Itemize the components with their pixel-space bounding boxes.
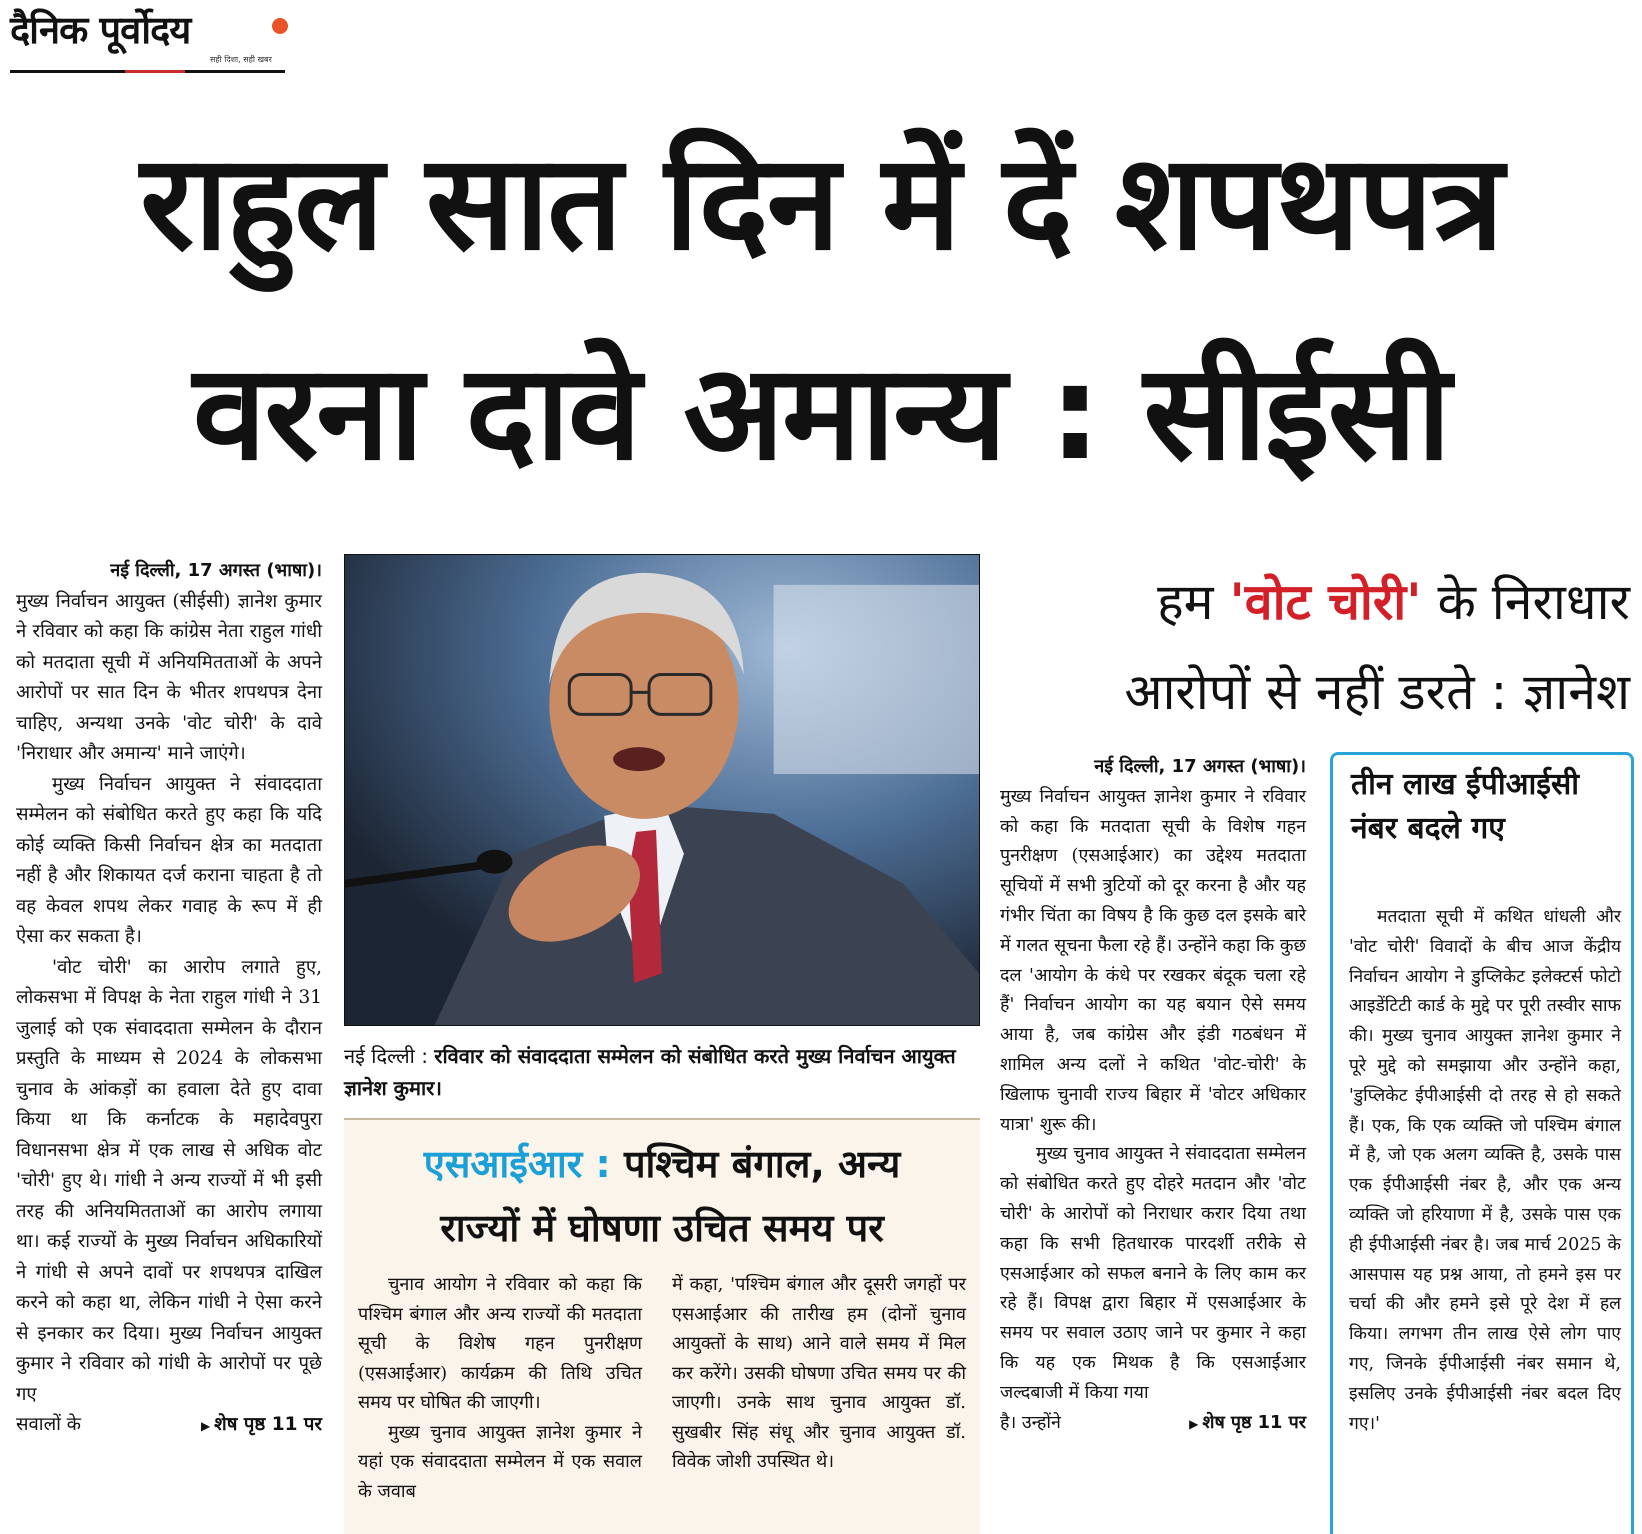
main-headline-line1: राहुल सात दिन में दें शपथपत्र [140,126,1502,280]
right-story-jump-text: शेष पृष्ठ 11 पर [1202,1411,1306,1433]
cec-photo-image [345,555,979,1025]
cec-photo [344,554,980,1026]
masthead-tagline: सही दिशा, सही खबर [210,55,272,64]
play-arrow-icon: ▶ [1189,1416,1199,1431]
left-story-dateline: नई दिल्ली, 17 अगस्त (भाषा)। [110,560,322,581]
right-story-jump-link[interactable] [1189,1408,1306,1440]
right-story-continuation [1000,1408,1306,1440]
epic-sidebar-box [1330,752,1634,1534]
sir-headline-line1 [344,1140,980,1188]
right-story-last-words: है। उन्होंने [1000,1411,1061,1433]
sidebar-paragraph: मतदाता सूची में कथित धांधली और 'वोट चोरी' विवादों के बीच आज केंद्रीय निर्वाचन आयोग ने डुप्लिकेट इलेक्टर्स फोटो आइडेंटिटी कार्ड के मुद्दे पर पूरी तस्वीर साफ की। मुख्य चुनाव आयुक्त ज्ञानेश कुमार ने पूरे मुद्दे को समझाया और उन्होंने कहा, 'डुप्लिकेट ईपीआईसी दो तरह से हो सकते हैं। एक, कि एक व्यक्ति जो पश्चिम बंगाल में है, जो एक अलग व्यक्ति है, उसके पास एक ईपीआईसी नंबर है, और एक अन्य व्यक्ति जो हरियाणा में है, उसके पास एक ही ईपीआईसी नंबर है। जब मार्च 2025 के आसपास यह प्रश्न आया, तो हमने इस पर चर्चा की और हमने इसे पूरे देश में हल किया। लगभग तीन लाख ऐसे लोग पाए गए, जिनके ईपीआईसी नंबर समान थे, इसलिए उनके ईपीआईसी नंबर बदल दिए गए।' [1349,907,1621,1434]
photo-caption [344,1040,980,1104]
right-story-dateline: नई दिल्ली, 17 अगस्त (भाषा)। [1094,756,1306,777]
right-headline-pre: हम [1157,573,1214,631]
main-headline-line2: वरना दावे अमान्य : सीईसी [192,336,1450,490]
sidebar-body [1349,903,1621,1439]
sir-paragraph: चुनाव आयोग ने रविवार को कहा कि पश्चिम बंगाल और अन्य राज्यों की मतदाता सूची के विशेष गहन पुनरीक्षण (एसआईआर) कार्यक्रम की तिथि उचित समय पर घोषित की जाएगी। [358,1274,642,1413]
sir-paragraph: में कहा, 'पश्चिम बंगाल और दूसरी जगहों पर एसआईआर की तारीख हम (दोनों चुनाव आयुक्तों के साथ) आने वाले समय में मिल कर करेंगे। उसकी घोषणा उचित समय पर की जाएगी। उनके साथ चुनाव आयुक्त डॉ. सुखबीर सिंह संधू और चुनाव आयुक्त डॉ. विवेक जोशी उपस्थित थे। [672,1274,966,1472]
left-story [16,556,322,1442]
left-story-paragraph: मुख्य निर्वाचन आयुक्त ने संवाददाता सम्मेलन को संबोधित करते हुए कहा कि यदि कोई व्यक्ति किसी निर्वाचन क्षेत्र का मतदाता नहीं है और शिकायत दर्ज कराना चाहता है तो वह केवल शपथ लेकर गवाह के रूप में ही ऐसा कर सकता है। [16,773,322,947]
masthead [10,8,285,74]
masthead-rule-accent [125,70,185,73]
sir-column-1 [358,1270,642,1506]
right-story-paragraph: मुख्य निर्वाचन आयुक्त ज्ञानेश कुमार ने रविवार को कहा कि मतदाता सूची के विशेष गहन पुनरीक्षण (एसआईआर) का उद्देश्य मतदाता सूचियों में सभी त्रुटियों को दूर करना है और यह गंभीर चिंता का विषय है कि कुछ दल इसके बारे में गलत सूचना फैला रहे हैं। उन्होंने कहा कि कुछ दल 'आयोग के कंधे पर रखकर बंदूक चला रहे हैं' निर्वाचन आयोग का यह बयान ऐसे समय आया है, जब कांग्रेस और इंडी गठबंधन में शामिल अन्य दलों ने कथित 'वोट-चोरी' के खिलाफ चुनावी राज्य बिहार में 'वोटर अधिकार यात्रा' शुरू की। [1000,785,1306,1135]
sir-headline-text: पश्चिम बंगाल, अन्य [623,1142,901,1186]
right-headline-post: के निराधार [1437,573,1630,631]
sir-paragraph: मुख्य चुनाव आयुक्त ज्ञानेश कुमार ने यहां एक संवाददाता सम्मेलन में एक सवाल के जवाब [358,1421,642,1502]
sidebar-title: तीन लाख ईपीआईसी नंबर बदले गए [1351,767,1580,846]
masthead-logo-dot-icon [272,18,288,34]
left-story-continuation [16,1410,322,1442]
left-story-last-words: सवालों के [16,1414,82,1435]
left-story-paragraph: मुख्य निर्वाचन आयुक्त (सीईसी) ज्ञानेश कुमार ने रविवार को कहा कि कांग्रेस नेता राहुल गांधी को मतदाता सूची में अनियमितताओं के अपने आरोपों पर सात दिन के भीतर शपथपत्र देना चाहिए, अन्यथा उनके 'वोट चोरी' के दावे 'निराधार और अमान्य' माने जाएंगे। [16,590,322,764]
play-arrow-icon: ▶ [200,1419,211,1433]
right-story-headline-line1 [990,570,1630,634]
right-story [1000,752,1306,1439]
sir-column-2 [672,1270,966,1477]
left-story-jump-text: शेष पृष्ठ 11 पर [214,1414,322,1435]
sir-story-box [344,1118,980,1534]
right-story-headline-line2: आरोपों से नहीं डरते : ज्ञानेश [1124,663,1630,721]
photo-caption-text: रविवार को संवाददाता सम्मेलन को संबोधित करते मुख्य निर्वाचन आयुक्त ज्ञानेश कुमार। [344,1044,956,1100]
sir-kicker: एसआईआर : [423,1142,611,1186]
right-headline-quote: 'वोट चोरी' [1229,573,1422,631]
right-story-paragraph: मुख्य चुनाव आयुक्त ने संवाददाता सम्मेलन को संबोधित करते हुए दोहरे मतदान और 'वोट चोरी' के आरोपों को निराधार करार दिया तथा कहा कि सभी हितधारक पारदर्शी तरीके से एसआईआर को सफल बनाने के लिए काम कर रहे हैं। विपक्ष द्वारा बिहार में एसआईआर के समय पर सवाल उठाए जाने पर कुमार ने कहा कि यह एक मिथक है कि एसआईआर जल्दबाजी में किया गया [1000,1143,1306,1403]
photo-caption-place: नई दिल्ली : [344,1044,428,1068]
sir-headline-line2: राज्यों में घोषणा उचित समय पर [440,1206,884,1250]
left-story-paragraph: 'वोट चोरी' का आरोप लगाते हुए, लोकसभा में विपक्ष के नेता राहुल गांधी ने 31 जुलाई को एक संवाददाता सम्मेलन के दौरान प्रस्तुति के माध्यम से 2024 के लोकसभा चुनाव के आंकड़ों का हवाला देते हुए दावा किया था कि कर्नाटक के महादेवपुरा विधानसभा क्षेत्र में एक लाख से अधिक वोट 'चोरी' हुए थे। गांधी ने अन्य राज्यों में भी इसी तरह की अनियमितताओं का आरोप लगाया था। कई राज्यों के मुख्य निर्वाचन अधिकारियों ने गांधी से अपने दावों पर शपथपत्र दाखिल करने को कहा था, लेकिन गांधी ने ऐसा करने से इनकार कर दिया। मुख्य निर्वाचन आयुक्त कुमार ने रविवार को गांधी के आरोपों पर पूछे गए [16,956,322,1405]
left-story-jump-link[interactable] [201,1410,322,1442]
masthead-title: दैनिक पूर्वोदय [10,8,191,52]
